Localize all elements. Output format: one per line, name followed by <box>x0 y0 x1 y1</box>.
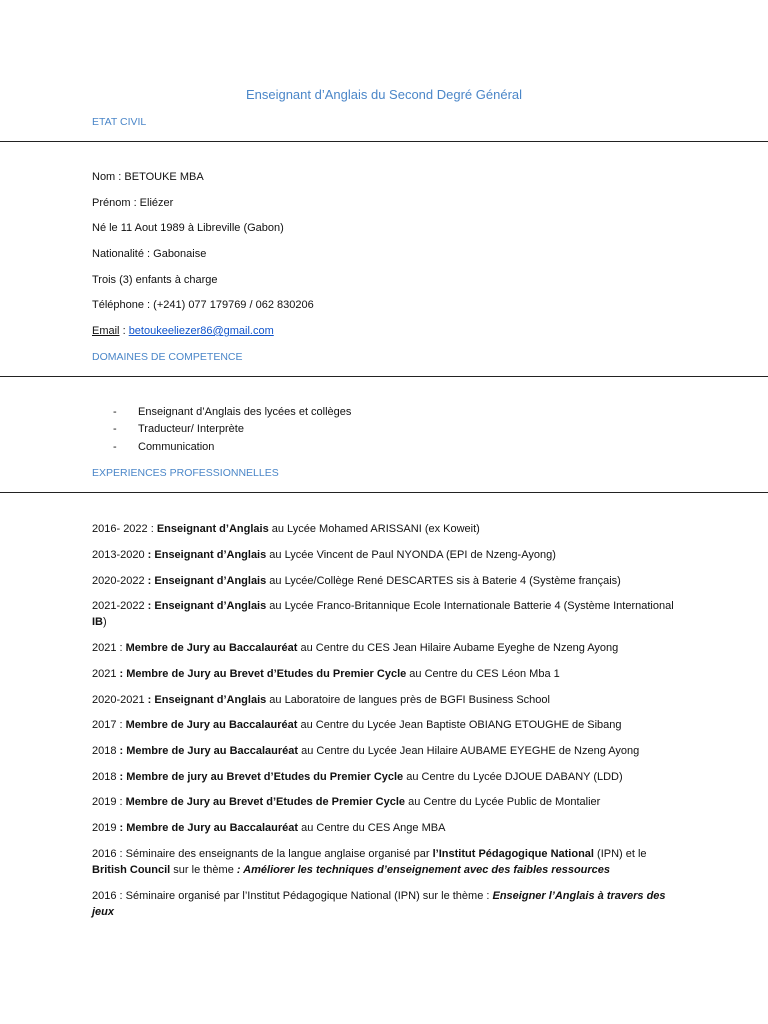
experience-item: 2020-2021 : Enseignant d’Anglais au Laboratoire de langues près de BGFI Business School <box>92 694 550 706</box>
section-divider <box>0 141 768 142</box>
section-experiences: EXPERIENCES PROFESSIONNELLES <box>92 467 279 479</box>
seminaire-item: 2016 : Séminaire organisé par l’Institut Pédagogique National (IPN) sur le thème : Enseigner l’Anglais à travers des jeux <box>92 890 666 918</box>
experience-item: 2018 : Membre de Jury au Baccalauréat au Centre du Lycée Jean Hilaire AUBAME EYEGHE de Nzeng Ayong <box>92 745 640 757</box>
experience-item: 2021 : Membre de Jury au Brevet d’Etudes du Premier Cycle au Centre du CES Léon Mba 1 <box>92 668 560 680</box>
email-line <box>92 325 274 337</box>
experience-item: 2019 : Membre de Jury au Brevet d’Etudes de Premier Cycle au Centre du Lycée Public de Montalier <box>92 796 601 808</box>
section-divider <box>0 376 768 377</box>
experience-item: 2013-2020 : Enseignant d’Anglais au Lycée Vincent de Paul NYONDA (EPI de Nzeng-Ayong) <box>92 549 556 561</box>
bullet-dash: - <box>113 441 117 453</box>
email-separator: : <box>119 325 129 337</box>
experience-item: 2016- 2022 : Enseignant d’Anglais au Lycée Mohamed ARISSANI (ex Koweit) <box>92 523 480 535</box>
email-link[interactable]: betoukeeliezer86@gmail.com <box>128 325 274 337</box>
nationalite-line: Nationalité : Gabonaise <box>92 248 207 260</box>
prenom-line: Prénom : Eliézer <box>92 197 174 209</box>
experience-item: 2021-2022 : Enseignant d’Anglais au Lycée Franco-Britannique Ecole Internationale Batterie 4 (Système International IB) <box>92 600 674 628</box>
experience-item: 2021 : Membre de Jury au Baccalauréat au Centre du CES Jean Hilaire Aubame Eyeghe de Nzeng Ayong <box>92 642 619 654</box>
naissance-line: Né le 11 Aout 1989 à Libreville (Gabon) <box>92 222 284 234</box>
email-label: Email <box>92 325 120 337</box>
telephone-line: Téléphone : (+241) 077 179769 / 062 830206 <box>92 299 314 311</box>
competence-item: Traducteur/ Interprète <box>138 423 244 435</box>
section-divider <box>0 492 768 493</box>
enfants-line: Trois (3) enfants à charge <box>92 274 218 286</box>
document-title: Enseignant d’Anglais du Second Degré Général <box>245 87 523 102</box>
section-competence: DOMAINES DE COMPETENCE <box>92 351 243 363</box>
experience-item: 2018 : Membre de jury au Brevet d’Etudes du Premier Cycle au Centre du Lycée DJOUE DABANY (LDD) <box>92 771 623 783</box>
experience-item: 2019 : Membre de Jury au Baccalauréat au Centre du CES Ange MBA <box>92 822 446 834</box>
bullet-dash: - <box>113 423 117 435</box>
experience-item: 2020-2022 : Enseignant d’Anglais au Lycée/Collège René DESCARTES sis à Baterie 4 (Système français) <box>92 575 621 587</box>
nom-line: Nom : BETOUKE MBA <box>92 171 204 183</box>
competence-item: Enseignant d’Anglais des lycées et collèges <box>138 406 352 418</box>
section-etat-civil: ETAT CIVIL <box>92 116 147 128</box>
bullet-dash: - <box>113 406 117 418</box>
seminaire-item: 2016 : Séminaire des enseignants de la langue anglaise organisé par l’Institut Pédagogique National (IPN) et le British Council sur le thème : Améliorer les techniques d’enseignement avec des faibles ressources <box>92 848 647 876</box>
experience-item: 2017 : Membre de Jury au Baccalauréat au Centre du Lycée Jean Baptiste OBIANG ETOUGHE de Sibang <box>92 719 622 731</box>
competence-item: Communication <box>138 441 215 453</box>
